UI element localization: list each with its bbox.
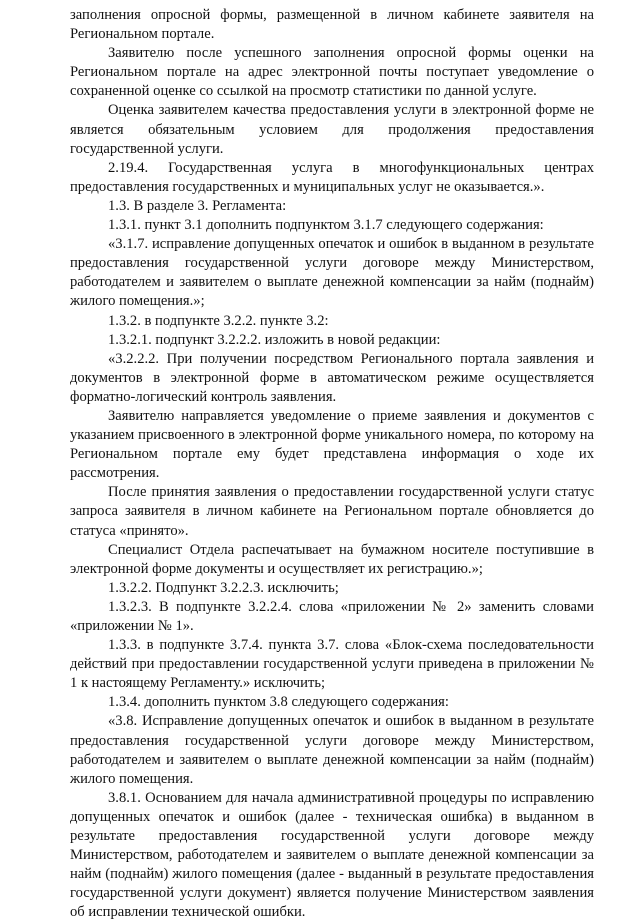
document-page <box>70 6 594 923</box>
paragraph: 1.3.2.2. Подпункт 3.2.2.3. исключить; <box>108 579 339 596</box>
paragraph: 1.3.2.1. подпункт 3.2.2.2. изложить в новой редакции: <box>108 331 441 348</box>
paragraph: «3.1.7. исправление допущенных опечаток и ошибок в выданном в результате предоставления государственной услуги договоре между Министерством, работодателем и заявителем о выплате денежной компенсации за найм (поднайм) жилого помещения.»; <box>70 236 594 310</box>
paragraph: «3.2.2.2. При получении посредством Регионального портала заявления и документов в электронной форме в автоматическом режиме осуществляется форматно-логический контроль заявления. <box>70 350 594 405</box>
paragraph: 1.3.1. пункт 3.1 дополнить подпунктом 3.1.7 следующего содержания: <box>108 217 544 234</box>
paragraph: 1.3.3. в подпункте 3.7.4. пункта 3.7. слова «Блок-схема последовательности действий при предоставлении государственной услуги приведена в приложении № 1 к настоящему Регламенту.» исключить; <box>70 637 594 692</box>
paragraph: 1.3.4. дополнить пунктом 3.8 следующего содержания: <box>108 694 449 711</box>
paragraph: «3.8. Исправление допущенных опечаток и ошибок в выданном в результате предоставления государственной услуги договоре между Министерством, работодателем и заявителем о выплате денежной компенсации за найм (поднайм) жилого помещения. <box>70 713 594 787</box>
paragraph: 1.3.2. в подпункте 3.2.2. пункте 3.2: <box>108 312 329 329</box>
paragraph: Специалист Отдела распечатывает на бумажном носителе поступившие в электронной форме документы и осуществляет их регистрацию.»; <box>70 541 594 577</box>
paragraph: Заявителю после успешного заполнения опросной формы оценки на Региональном портале на адрес электронной почты поступает уведомление о сохраненной оценке со ссылкой на просмотр статистики по данной услуге. <box>70 45 594 100</box>
paragraph: 2.19.4. Государственная услуга в многофункциональных центрах предоставления государственных и муниципальных услуг не оказывается.». <box>70 159 594 195</box>
paragraph: Оценка заявителем качества предоставления услуги в электронной форме не является обязательным условием для продолжения предоставления государственной услуги. <box>70 102 594 157</box>
paragraph: После принятия заявления о предоставлении государственной услуги статус запроса заявителя в личном кабинете на Региональном портале обновляется до статуса «принято». <box>70 484 594 539</box>
paragraph: 3.8.1. Основанием для начала административной процедуры по исправлению допущенных опечаток и ошибок (далее - техническая ошибка) в выданном в результате предоставления государственной услуги договоре между Министерством, работодателем и заявителем о выплате денежной компенсации за найм (поднайм) жилого помещения (далее - выданный в результате предоставления государственной услуги документ) является получение Министерством заявления об исправлении технической ошибки. <box>70 789 594 921</box>
paragraph: 1.3.2.3. В подпункте 3.2.2.4. слова «приложении № 2» заменить словами «приложении № 1». <box>70 598 594 634</box>
paragraph-continuation: заполнения опросной формы, размещенной в личном кабинете заявителя на Региональном портале. <box>70 7 594 43</box>
paragraph: 1.3. В разделе 3. Регламента: <box>108 197 287 214</box>
paragraph: Заявителю направляется уведомление о приеме заявления и документов с указанием присвоенного в электронной форме уникального номера, по которому на Региональном портале ему будет представлена информация о ходе их рассмотрения. <box>70 407 594 482</box>
